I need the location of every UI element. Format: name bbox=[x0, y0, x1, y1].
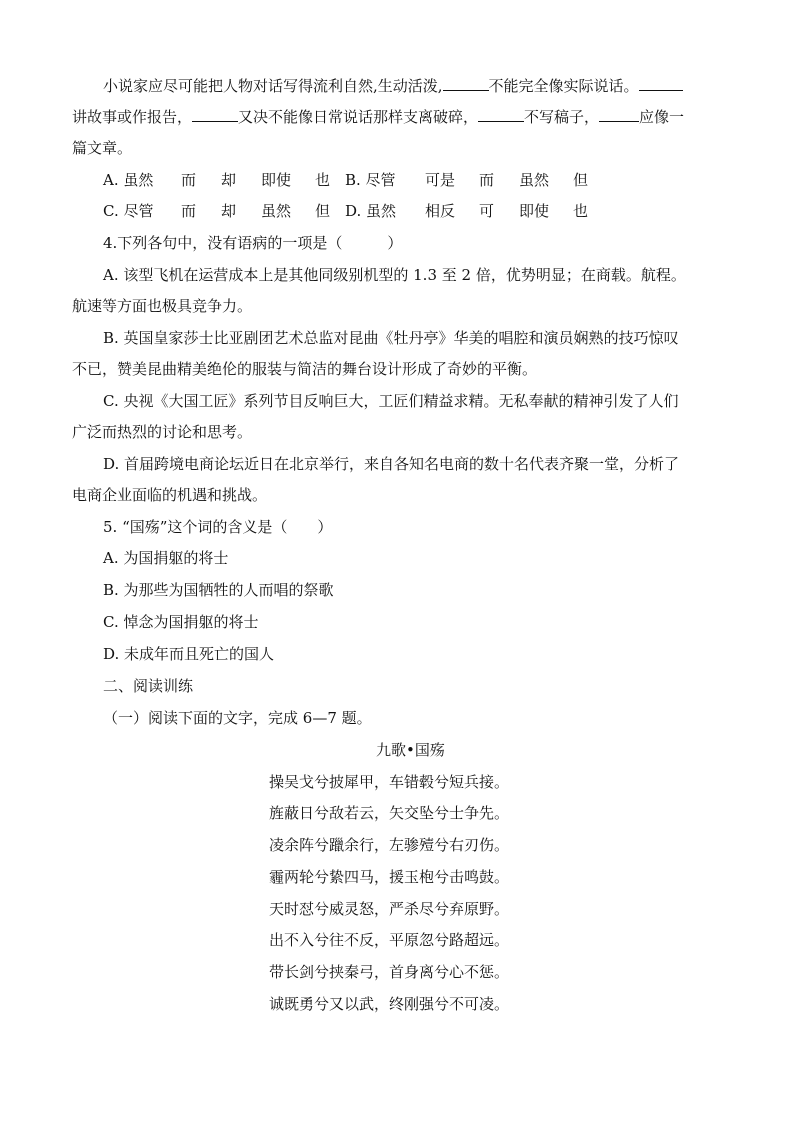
q3-opt: 即使 bbox=[519, 202, 550, 220]
q3-opt: C. 尽管 bbox=[103, 202, 154, 220]
q3-options-row-2 bbox=[103, 201, 603, 221]
q4-option-b-line-1: B. 英国皇家莎士比亚剧团艺术总监对昆曲《牡丹亭》华美的唱腔和演员娴熟的技巧惊叹 bbox=[103, 329, 679, 347]
q5-option-d: D. 未成年而且死亡的国人 bbox=[103, 645, 275, 663]
q4-option-c-line-1: C. 央视《大国工匠》系列节目反响巨大，工匠们精益求精。无私奉献的精神引发了人们 bbox=[103, 392, 679, 410]
poem-line: 诚既勇兮又以武，终刚强兮不可凌。 bbox=[269, 995, 510, 1013]
q3-opt: 即使 bbox=[261, 171, 292, 189]
answer-blank bbox=[443, 76, 489, 91]
poem-title: 九歌•国殇 bbox=[376, 741, 445, 759]
q3-stem-2b: 又决不能像日常说话那样支离破碎， bbox=[238, 108, 479, 126]
q5-stem: 5. “国殇”这个词的含义是（ ） bbox=[103, 518, 333, 536]
poem-line: 凌余阵兮躐余行，左骖殪兮右刃伤。 bbox=[269, 836, 510, 854]
q3-stem-2a: 讲故事或作报告， bbox=[72, 108, 193, 126]
q3-opt: B. 尽管 bbox=[345, 171, 396, 189]
poem-line: 天时怼兮威灵怒，严杀尽兮弃原野。 bbox=[269, 900, 510, 918]
q4-option-a-line-2: 航速等方面也极具竞争力。 bbox=[72, 297, 253, 315]
poem-line: 旌蔽日兮敌若云，矢交坠兮士争先。 bbox=[269, 804, 510, 822]
poem-line: 出不入兮往不反，平原忽兮路超远。 bbox=[269, 931, 510, 949]
q3-opt: 而 bbox=[181, 202, 197, 220]
poem-line: 操吴戈兮披犀甲，车错毂兮短兵接。 bbox=[269, 773, 510, 791]
q4-option-d-line-1: D. 首届跨境电商论坛近日在北京举行，来自各知名电商的数十名代表齐聚一堂，分析了 bbox=[103, 455, 680, 473]
q3-opt: 而 bbox=[479, 171, 495, 189]
q3-options-row-1 bbox=[103, 170, 603, 190]
q4-option-a-line-1: A. 该型飞机在运营成本上是其他同级别机型的 1.3 至 2 倍，优势明显；在商载。航程。 bbox=[103, 266, 686, 284]
q5-option-c: C. 悼念为国捐躯的将士 bbox=[103, 613, 259, 631]
q3-stem-1b: 不能完全像实际说话。 bbox=[488, 77, 639, 95]
section-heading: 二、阅读训练 bbox=[103, 677, 194, 695]
poem-line: 带长剑兮挟秦弓，首身离兮心不惩。 bbox=[269, 963, 510, 981]
q3-opt: 却 bbox=[221, 171, 237, 189]
q3-opt: 也 bbox=[573, 202, 589, 220]
q3-stem-line-3: 篇文章。 bbox=[72, 139, 133, 157]
q3-opt: A. 虽然 bbox=[103, 171, 154, 189]
answer-blank bbox=[478, 107, 524, 122]
q3-stem-line-2 bbox=[72, 107, 684, 127]
q3-opt: 相反 bbox=[425, 202, 456, 220]
q4-option-d-line-2: 电商企业面临的机遇和挑战。 bbox=[72, 486, 268, 504]
q3-stem-line-1 bbox=[103, 76, 683, 96]
q3-opt: D. 虽然 bbox=[345, 202, 397, 220]
q3-opt: 可 bbox=[479, 202, 495, 220]
q3-stem-1a: 小说家应尽可能把人物对话写得流利自然,生动活泼, bbox=[103, 77, 443, 95]
q3-opt: 可是 bbox=[425, 171, 456, 189]
q3-opt: 但 bbox=[573, 171, 589, 189]
section-subheading: （一）阅读下面的文字，完成 6—7 题。 bbox=[103, 709, 372, 727]
q5-option-a: A. 为国捐躯的将士 bbox=[103, 549, 229, 567]
q3-opt: 而 bbox=[181, 171, 197, 189]
q3-opt: 虽然 bbox=[519, 171, 550, 189]
poem-line: 霾两轮兮絷四马，援玉枹兮击鸣鼓。 bbox=[269, 868, 510, 886]
q3-opt: 也 bbox=[315, 171, 331, 189]
q3-opt: 但 bbox=[315, 202, 331, 220]
q3-opt: 虽然 bbox=[261, 202, 292, 220]
q4-option-c-line-2: 广泛而热烈的讨论和思考。 bbox=[72, 423, 253, 441]
q5-option-b: B. 为那些为国牺牲的人而唱的祭歌 bbox=[103, 581, 334, 599]
answer-blank bbox=[192, 107, 238, 122]
answer-blank bbox=[639, 76, 683, 91]
q4-stem: 4.下列各句中，没有语病的一项是（ ） bbox=[103, 234, 403, 252]
answer-blank bbox=[599, 107, 639, 122]
q3-stem-2c: 不写稿子， bbox=[524, 108, 600, 126]
q3-opt: 却 bbox=[221, 202, 237, 220]
q4-option-b-line-2: 不已，赞美昆曲精美绝伦的服装与简洁的舞台设计形成了奇妙的平衡。 bbox=[72, 360, 538, 378]
q3-stem-2d: 应像一 bbox=[639, 108, 685, 126]
